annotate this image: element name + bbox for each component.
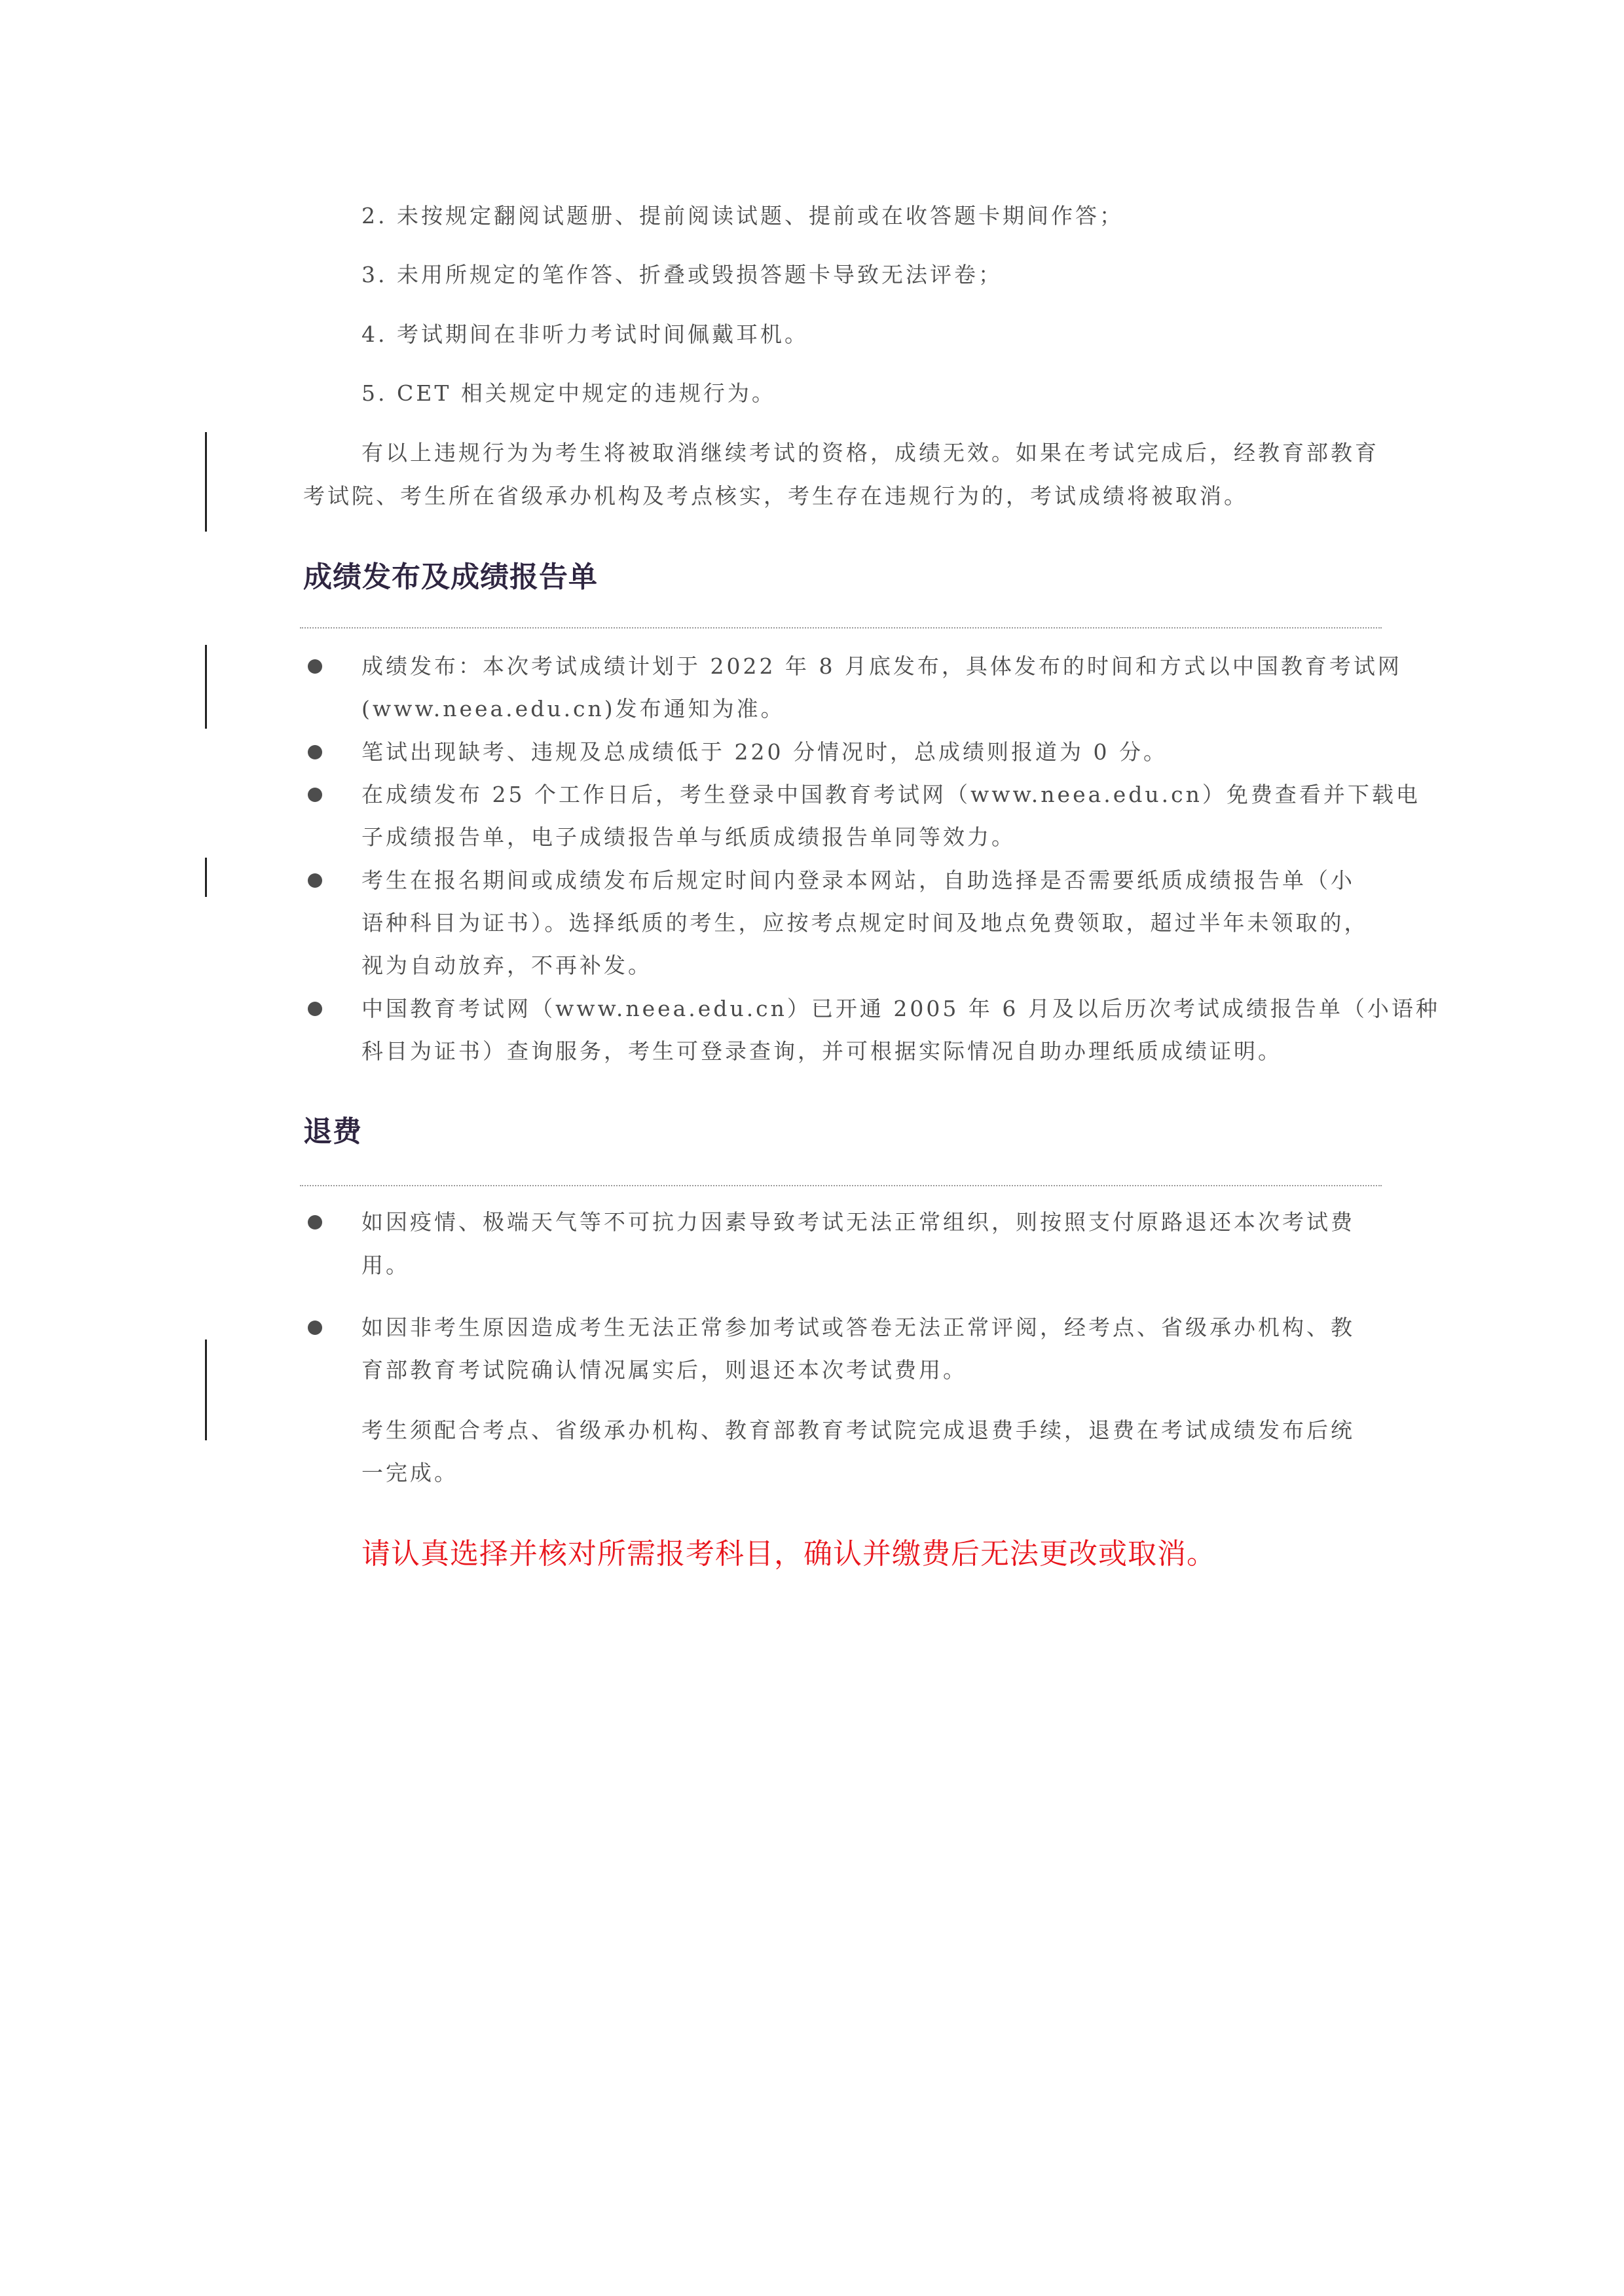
section-divider [300,1185,1382,1186]
bullet-dot [308,788,322,802]
paragraph-line: 考生须配合考点、省级承办机构、教育部教育考试院完成退费手续，退费在考试成绩发布后统 [361,1417,1355,1443]
change-bar [205,432,207,532]
list-item: 4. 考试期间在非听力考试时间佩戴耳机。 [361,321,809,347]
list-item: 5. CET 相关规定中规定的违规行为。 [361,380,776,406]
list-item: 2. 未按规定翻阅试题册、提前阅读试题、提前或在收答题卡期间作答； [361,203,1124,228]
list-item: 科目为证书）查询服务，考生可登录查询，并可根据实际情况自助办理纸质成绩证明。 [361,1038,1282,1064]
list-item: 成绩发布：本次考试成绩计划于 2022 年 8 月底发布，具体发布的时间和方式以中国教育考试网 [361,653,1402,679]
list-item: 子成绩报告单，电子成绩报告单与纸质成绩报告单同等效力。 [361,824,1016,850]
list-item: 笔试出现缺考、违规及总成绩低于 220 分情况时，总成绩则报道为 0 分。 [361,739,1168,765]
bullet-dot [308,659,322,674]
section-divider [300,627,1382,629]
list-item: 语种科目为证书）。选择纸质的考生，应按考点规定时间及地点免费领取，超过半年未领取的， [361,910,1369,936]
change-bar [205,858,207,897]
bullet-dot [308,1002,322,1016]
list-item: 中国教育考试网（www.neea.edu.cn）已开通 2005 年 6 月及以后历次考试成绩报告单（小语种 [361,996,1440,1021]
list-item: 用。 [361,1252,410,1278]
list-item: (www.neea.edu.cn)发布通知为准。 [361,696,785,721]
paragraph-line: 考试院、考生所在省级承办机构及考点核实，考生存在违规行为的，考试成绩将被取消。 [303,483,1248,509]
list-item: 视为自动放弃，不再补发。 [361,953,652,978]
change-bar [205,645,207,729]
paragraph-line: 有以上违规行为为考生将被取消继续考试的资格，成绩无效。如果在考试完成后，经教育部教育 [361,440,1379,465]
warning-notice: 请认真选择并核对所需报考科目，确认并缴费后无法更改或取消。 [361,1537,1216,1571]
list-item: 如因非考生原因造成考生无法正常参加考试或答卷无法正常评阅，经考点、省级承办机构、教 [361,1315,1355,1340]
bullet-dot [308,1321,322,1335]
list-item: 3. 未用所规定的笔作答、折叠或毁损答题卡导致无法评卷； [361,262,1003,287]
paragraph-line: 一完成。 [361,1460,458,1485]
bullet-dot [308,873,322,888]
list-item: 在成绩发布 25 个工作日后，考生登录中国教育考试网（www.neea.edu.cn）免费查看并下载电 [361,782,1420,807]
bullet-dot [308,1215,322,1230]
list-item: 考生在报名期间或成绩发布后规定时间内登录本网站，自助选择是否需要纸质成绩报告单（小 [361,867,1355,893]
bullet-dot [308,745,322,759]
list-item: 育部教育考试院确认情况属实后，则退还本次考试费用。 [361,1357,967,1383]
section-heading-scores: 成绩发布及成绩报告单 [303,560,598,594]
section-heading-refund: 退费 [303,1115,362,1148]
list-item: 如因疫情、极端天气等不可抗力因素导致考试无法正常组织，则按照支付原路退还本次考试费 [361,1209,1355,1235]
change-bar [205,1339,207,1440]
